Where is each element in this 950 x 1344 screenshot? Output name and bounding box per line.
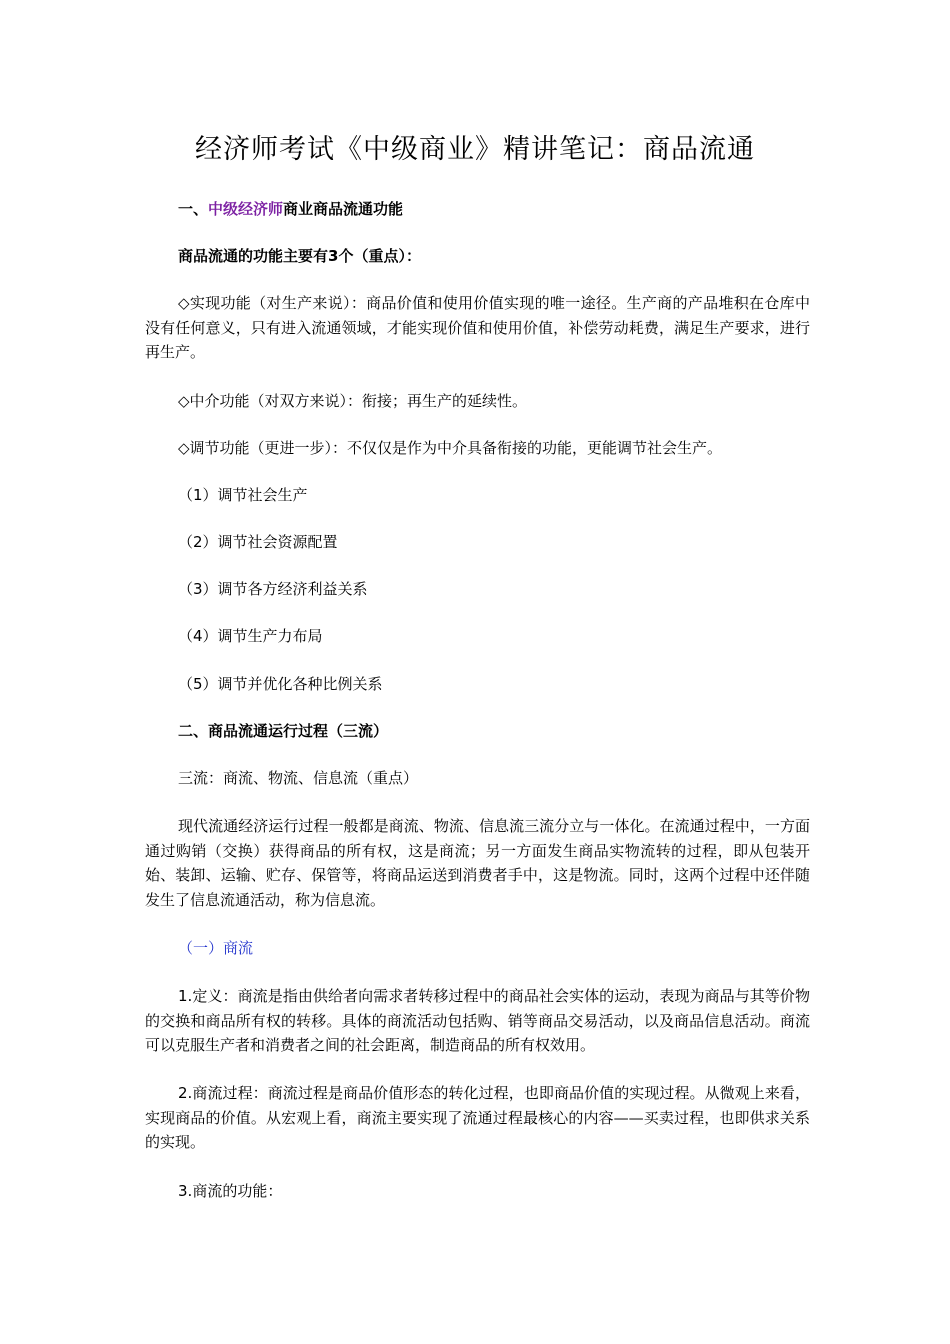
three-flows-line: 三流：商流、物流、信息流（重点） — [178, 769, 419, 787]
functions-count: 3 — [328, 247, 339, 265]
list-item-number: （4） — [178, 627, 218, 645]
section-heading-1 — [178, 197, 843, 221]
section-heading-text: 商业商品流通功能 — [283, 200, 404, 218]
list-item-number: （5） — [178, 675, 218, 693]
item-number: 3. — [178, 1182, 193, 1200]
item-text: 商流的功能： — [192, 1182, 283, 1200]
list-item-text: 调节社会生产 — [217, 486, 308, 504]
list-item — [178, 483, 843, 507]
list-item-text: 调节社会资源配置 — [217, 533, 338, 551]
functions-heading-text: 商品流通的功能主要有 — [178, 247, 329, 265]
list-item-number: （3） — [178, 580, 218, 598]
list-item — [178, 577, 843, 601]
page-title: 经济师考试《中级商业》精讲笔记：商品流通 — [195, 134, 755, 165]
item-number: 1. — [178, 987, 193, 1005]
list-item — [178, 624, 843, 648]
subsection-heading-commerce-flow: （一）商流 — [178, 939, 254, 957]
functions-heading-suffix: 个（重点）： — [338, 247, 421, 265]
list-item-number: （1） — [178, 486, 218, 504]
list-item-text: 调节生产力布局 — [217, 627, 323, 645]
paragraph-definition — [145, 984, 810, 1058]
item-text: 商流过程：商流过程是商品价值形态的转化过程，也即商品价值的实现过程。从微观上来看，实现商品的价值。从宏观上看，商流主要实现了流通过程最核心的内容——买卖过程，也即供求关系的实现。 — [145, 1084, 810, 1151]
paragraph-mediate-function: ◇中介功能（对双方来说）：衔接；再生产的延续性。 — [178, 392, 528, 410]
exam-link[interactable]: 中级经济师 — [208, 200, 284, 218]
paragraph-process — [145, 1081, 810, 1155]
functions-heading — [178, 244, 843, 268]
section-number: 一、 — [178, 200, 209, 218]
section-heading-2: 二、商品流通运行过程（三流） — [178, 722, 389, 740]
item-number: 2. — [178, 1084, 193, 1102]
paragraph-regulate-function: ◇调节功能（更进一步）：不仅仅是作为中介具备衔接的功能，更能调节社会生产。 — [178, 439, 723, 457]
list-item — [178, 672, 843, 696]
paragraph-realize-function: ◇实现功能（对生产来说）：商品价值和使用价值实现的唯一途径。生产商的产品堆积在仓库中没有任何意义，只有进入流通领域，才能实现价值和使用价值，补偿劳动耗费，满足生产要求，进行再生产。 — [145, 294, 810, 361]
list-item-text: 调节并优化各种比例关系 — [217, 675, 383, 693]
paragraph-functions-intro — [178, 1179, 843, 1203]
item-text: 定义：商流是指由供给者向需求者转移过程中的商品社会实体的运动，表现为商品与其等价物的交换和商品所有权的转移。具体的商流活动包括购、销等商品交易活动，以及商品信息活动。商流可以克服生产者和消费者之间的社会距离，制造商品的所有权效用。 — [145, 987, 810, 1054]
list-item-text: 调节各方经济利益关系 — [217, 580, 368, 598]
list-item-number: （2） — [178, 533, 218, 551]
list-item — [178, 530, 843, 554]
paragraph-modern-circulation: 现代流通经济运行过程一般都是商流、物流、信息流三流分立与一体化。在流通过程中，一方面通过购销（交换）获得商品的所有权，这是商流；另一方面发生商品实物流转的过程，即从包装开始、装卸、运输、贮存、保管等，将商品运送到消费者手中，这是物流。同时，这两个过程中还伴随发生了信息流通活动，称为信息流。 — [145, 817, 810, 909]
